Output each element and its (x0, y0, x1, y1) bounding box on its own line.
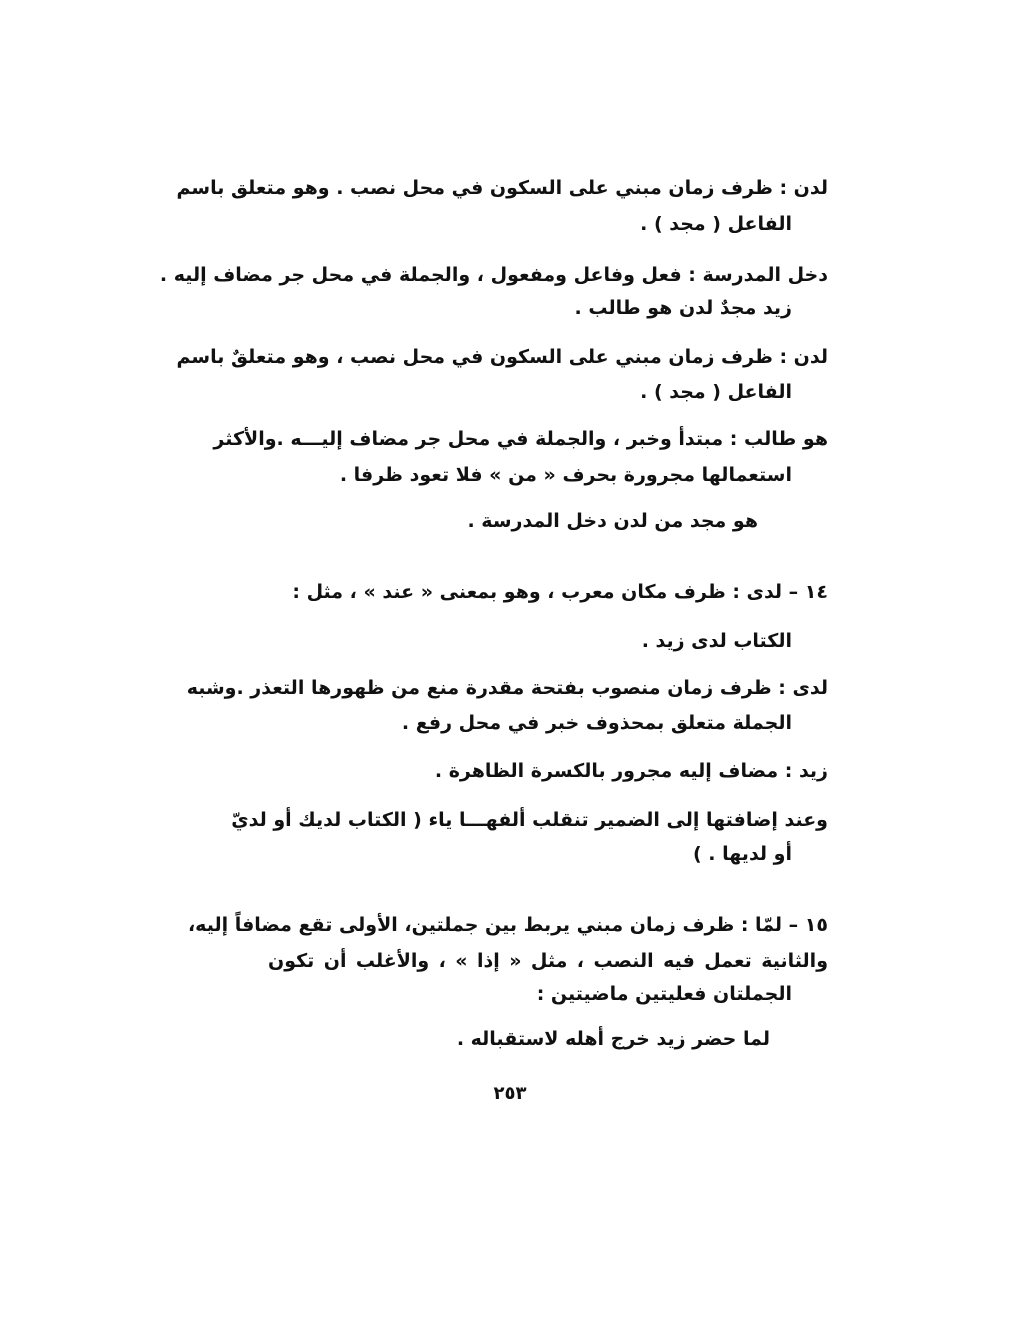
section-heading-14: ١٤ – لدى : ظرف مكان معرب ، وهو بمعنى « عند » ، مثل : (292, 581, 828, 603)
example-sentence: الكتاب لدى زيد . (641, 630, 792, 652)
text-line: استعمالها مجرورة بحرف « من » فلا تعود ظرفا . (339, 464, 792, 486)
text-line: وعند إضافتها إلى الضمير تنقلب ألفهـــا ياء ( الكتاب لديك أو لديّ (231, 809, 828, 831)
example-sentence: لما حضر زيد خرج أهله لاستقباله . (456, 1028, 770, 1050)
text-line: لدى : ظرف زمان منصوب بفتحة مقدرة منع من ظهورها التعذر .وشبه (186, 677, 828, 699)
text-line: والثانية تعمل فيه النصب ، مثل « إذا » ، والأغلب أن تكون (268, 950, 828, 972)
text-line: الفاعل ( مجد ) . (640, 381, 792, 403)
text-line: لدن : ظرف زمان مبني على السكون في محل نصب . وهو متعلق باسم (176, 177, 828, 199)
text-line: لدن : ظرف زمان مبني على السكون في محل نصب ، وهو متعلقٌ باسم (176, 346, 828, 368)
text-line: هو طالب : مبتدأ وخبر ، والجملة في محل جر مضاف إليـــه .والأكثر (213, 428, 828, 450)
text-line: الجملتان فعليتين ماضيتين : (536, 983, 792, 1005)
text-line: الفاعل ( مجد ) . (640, 213, 792, 235)
section-heading-15: ١٥ – لمّا : ظرف زمان مبني يربط بين جملتين، الأولى تقع مضافاً إليه، (187, 914, 828, 936)
text-line: أو لديها . ) (693, 843, 792, 865)
text-line: زيد : مضاف إليه مجرور بالكسرة الظاهرة . (434, 760, 828, 782)
text-line: زيد مجدٌ لدن هو طالب . (574, 297, 792, 319)
text-line: الجملة متعلق بمحذوف خبر في محل رفع . (401, 712, 792, 734)
example-sentence: هو مجد من لدن دخل المدرسة . (467, 510, 758, 532)
page-number: ٢٥٣ (493, 1083, 527, 1104)
text-line: دخل المدرسة : فعل وفاعل ومفعول ، والجملة في محل جر مضاف إليه . (159, 264, 828, 286)
